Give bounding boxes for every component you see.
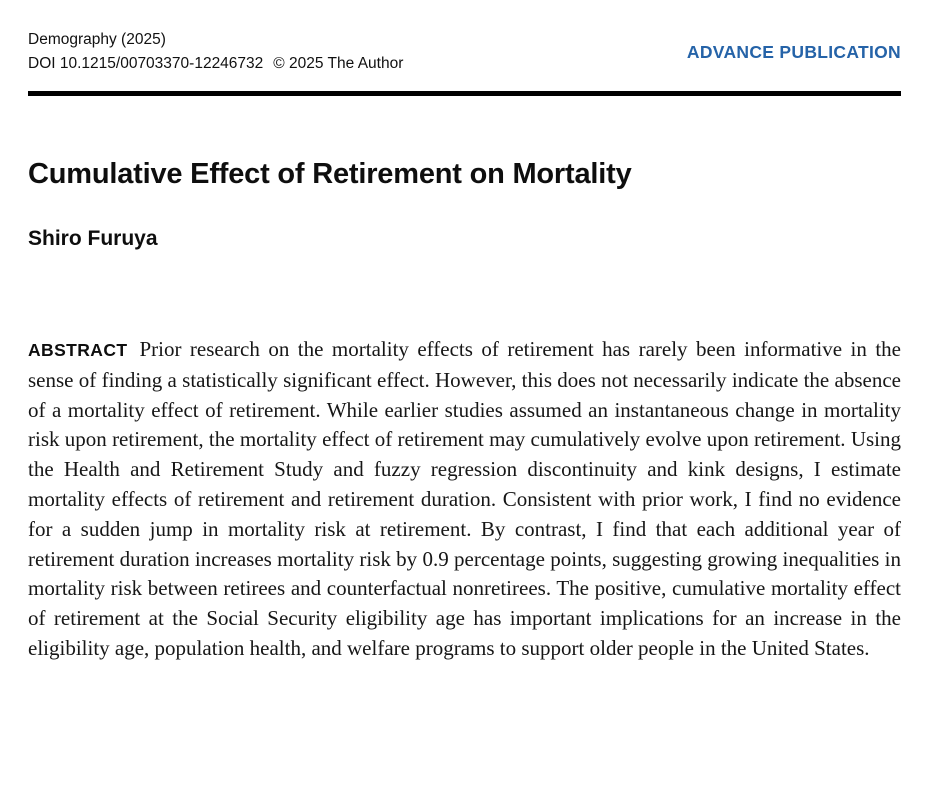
- abstract-label: ABSTRACT: [28, 340, 128, 361]
- header-rule: [28, 91, 901, 96]
- journal-name: Demography (2025): [28, 31, 166, 48]
- doi-text: DOI 10.1215/00703370-12246732: [28, 55, 264, 73]
- author-name: Shiro Furuya: [28, 227, 158, 251]
- journal-info: [28, 28, 403, 76]
- copyright-text: © 2025 The Author: [273, 55, 404, 73]
- abstract-paragraph: [28, 335, 901, 664]
- journal-header: [28, 28, 901, 76]
- doi-line: [28, 52, 403, 76]
- abstract-text: Prior research on the mortality effects of retirement has rarely been informative in the sense of finding a statistically significant effect. However, this does not necessarily indicate the absence of a mortality effect of retirement. While earlier studies assumed an instantaneous change in mortality risk upon retirement, the mortality effect of retirement may cumulatively evolve upon retirement. Using the Health and Retirement Study and fuzzy regression discontinuity and kink designs, I estimate mortality effects of retirement and retirement duration. Consistent with prior work, I find no evidence for a sudden jump in mortality risk at retirement. By contrast, I find that each additional year of retirement duration increases mortality risk by 0.9 percentage points, suggesting growing inequalities in mortality risk between retirees and counterfactual nonretirees. The positive, cumulative mortality effect of retirement at the Social Security eligibility age has important implications for an increase in the eligibility age, population health, and welfare programs to support older people in the United States.: [28, 337, 901, 660]
- advance-publication-label: ADVANCE PUBLICATION: [686, 41, 901, 62]
- article-title: Cumulative Effect of Retirement on Mortality: [28, 158, 632, 191]
